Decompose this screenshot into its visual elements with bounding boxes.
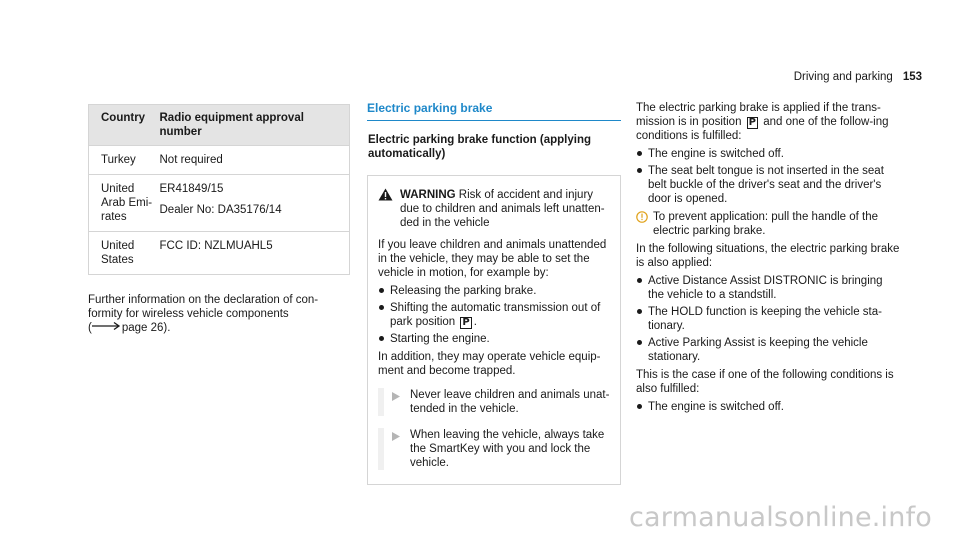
- note: [636, 210, 900, 238]
- approval-cell: [160, 175, 350, 232]
- approval-line: Not required: [159, 154, 223, 166]
- watermark-text: carmanualsonline.info: [629, 502, 932, 533]
- left-column: [88, 104, 350, 335]
- warning-header: [378, 188, 610, 230]
- approval-line: Dealer No: DA35176/14: [159, 204, 282, 216]
- table-row: [89, 146, 350, 175]
- page-number: 153: [902, 71, 922, 83]
- additional-conditions-list: [636, 400, 900, 414]
- approval-cell: [160, 232, 350, 275]
- further-info-text: Further information on the declaration of con-formity for wireless vehicle components: [88, 294, 319, 320]
- bullet-text: The seat belt tongue is not inserted in the seat belt buckle of the driver's seat and the driver's door is opened.: [648, 165, 884, 205]
- list-item: [636, 274, 900, 302]
- right-column: [636, 101, 900, 418]
- list-item: [378, 332, 610, 346]
- list-item: [636, 336, 900, 364]
- country-cell: Turkey: [89, 146, 160, 175]
- table-row: [89, 232, 350, 275]
- warning-box: [367, 175, 621, 485]
- conditions-list: [636, 147, 900, 206]
- park-position-symbol: P: [748, 117, 757, 128]
- list-item: [378, 284, 610, 298]
- list-item: [636, 305, 900, 333]
- open-paren: (: [88, 322, 92, 335]
- instruction-step: [378, 428, 610, 470]
- additional-conditions-intro: This is the case if one of the following conditions is also fulfilled:: [636, 369, 894, 395]
- bullet-text: Shifting the automatic transmission out of park position: [390, 302, 601, 328]
- bullet-text: The engine is switched off.: [648, 148, 784, 160]
- warning-after-text: In addition, they may operate vehicle equip-ment and become trapped.: [378, 351, 601, 377]
- bullet-end: .: [473, 316, 477, 328]
- country-cell: United Arab Emi-rates: [89, 175, 160, 232]
- situations-intro: In the following situations, the electric parking brake is also applied:: [636, 243, 900, 269]
- arrow-right-icon: [92, 321, 122, 335]
- instruction-text: Never leave children and animals unat-tended in the vehicle.: [410, 389, 610, 415]
- further-info-paragraph: [88, 293, 350, 335]
- table-header-row: [89, 105, 350, 146]
- bullet-text: Active Distance Assist DISTRONIC is bringing the vehicle to a standstill.: [648, 275, 883, 301]
- list-item: [636, 147, 900, 161]
- para-text: The electric parking brake is applied if the trans-mission is in position: [636, 102, 881, 128]
- page-header: [794, 70, 922, 84]
- warning-triangle-icon: [378, 188, 400, 230]
- subsection-title: Electric parking brake function (applying automatically): [368, 134, 592, 160]
- header-country: Country: [89, 105, 160, 146]
- warning-label: WARNING: [400, 189, 456, 201]
- play-triangle-icon: [392, 428, 410, 470]
- approval-line: ER41849/15: [159, 183, 224, 195]
- list-item: [636, 164, 900, 206]
- country-cell: United States: [89, 232, 160, 275]
- approval-line: FCC ID: NZLMUAHL5: [159, 240, 273, 252]
- instruction-step: [378, 388, 610, 416]
- instruction-text: When leaving the vehicle, always take the SmartKey with you and lock the vehicle.: [410, 429, 605, 469]
- middle-column: [367, 101, 621, 485]
- warning-bullet-list: [378, 284, 610, 346]
- section-title: Electric parking brake: [367, 101, 621, 121]
- warning-heading-text: [400, 188, 610, 230]
- table-row: [89, 175, 350, 232]
- page-reference-link[interactable]: page 26).: [121, 322, 171, 335]
- warning-intro: If you leave children and animals unattended in the vehicle, they may be able to set the vehicle in motion, for example by:: [378, 239, 607, 279]
- bullet-text: Releasing the parking brake.: [390, 285, 537, 297]
- park-position-symbol: P: [462, 317, 470, 328]
- radio-approval-table: [88, 104, 350, 275]
- header-approval-number: Radio equipment approval number: [160, 105, 350, 146]
- play-triangle-icon: [392, 388, 410, 416]
- bullet-text: The HOLD function is keeping the vehicle sta-tionary.: [648, 306, 882, 332]
- list-item: [636, 400, 900, 414]
- para-text: and one of the follow-ing conditions is fulfilled:: [636, 116, 889, 142]
- section-name: Driving and parking: [793, 71, 893, 83]
- approval-cell: [160, 146, 350, 175]
- bullet-text: Starting the engine.: [390, 333, 490, 345]
- bullet-text: Active Parking Assist is keeping the vehicle stationary.: [648, 337, 868, 363]
- application-conditions-intro: [636, 101, 900, 143]
- bullet-text: The engine is switched off.: [648, 401, 784, 413]
- info-note-icon: [636, 210, 653, 238]
- list-item: [378, 301, 610, 329]
- note-text: To prevent application: pull the handle of the electric parking brake.: [653, 211, 879, 237]
- situations-list: [636, 274, 900, 364]
- warning-head-text: Risk of accident and injury due to children and animals left unatten-ded in the vehicle: [400, 189, 605, 229]
